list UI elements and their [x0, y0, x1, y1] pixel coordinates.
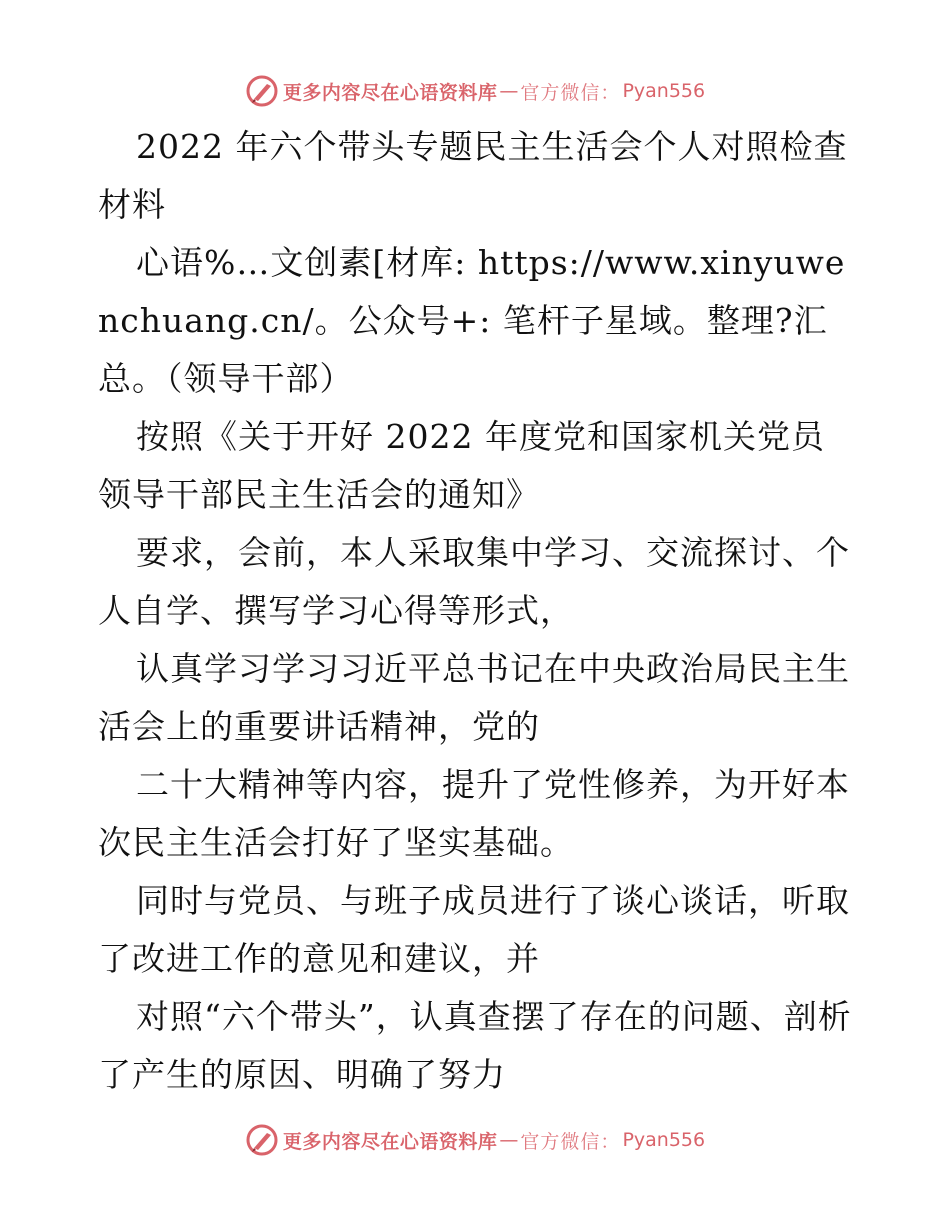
watermark-id: Pyan556	[622, 80, 706, 102]
document-title: 2022 年六个带头专题民主生活会个人对照检查材料	[98, 127, 848, 224]
paragraph: 要求，会前，本人采取集中学习、交流探讨、个人自学、撰写学习心得等形式，	[98, 533, 850, 630]
document-body	[98, 118, 858, 1104]
paragraph: 按照《关于开好 2022 年度党和国家机关党员领导干部民主生活会的通知》	[98, 417, 825, 514]
watermark-suffix: 官方微信：	[520, 1130, 621, 1153]
watermark-main-text: 更多内容尽在心语资料库	[282, 81, 498, 104]
source-note: 心语%…文创素[材库: https://www.xinyuwenchuang.cn/。公众号+: 笔杆子星域。整理?汇总。（领导干部）	[98, 243, 846, 398]
watermark-dash: —	[499, 1129, 519, 1151]
quill-logo-icon	[245, 74, 279, 108]
watermark-main-text: 更多内容尽在心语资料库	[282, 1130, 498, 1153]
paragraph: 认真学习学习习近平总书记在中央政治局民主生活会上的重要讲话精神，党的	[98, 649, 850, 746]
watermark-dash: —	[499, 80, 519, 102]
watermark-id: Pyan556	[622, 1129, 706, 1151]
paragraph: 同时与党员、与班子成员进行了谈心谈话，听取了改进工作的意见和建议，并	[98, 881, 850, 978]
paragraph: 对照“六个带头”，认真查摆了存在的问题、剖析了产生的原因、明确了努力	[98, 997, 852, 1094]
paragraph: 二十大精神等内容，提升了党性修养，为开好本次民主生活会打好了坚实基础。	[98, 765, 850, 862]
watermark-banner-bottom	[0, 1120, 950, 1160]
watermark-suffix: 官方微信：	[520, 81, 621, 104]
watermark-banner-top	[0, 71, 950, 111]
quill-logo-icon	[245, 1123, 279, 1157]
